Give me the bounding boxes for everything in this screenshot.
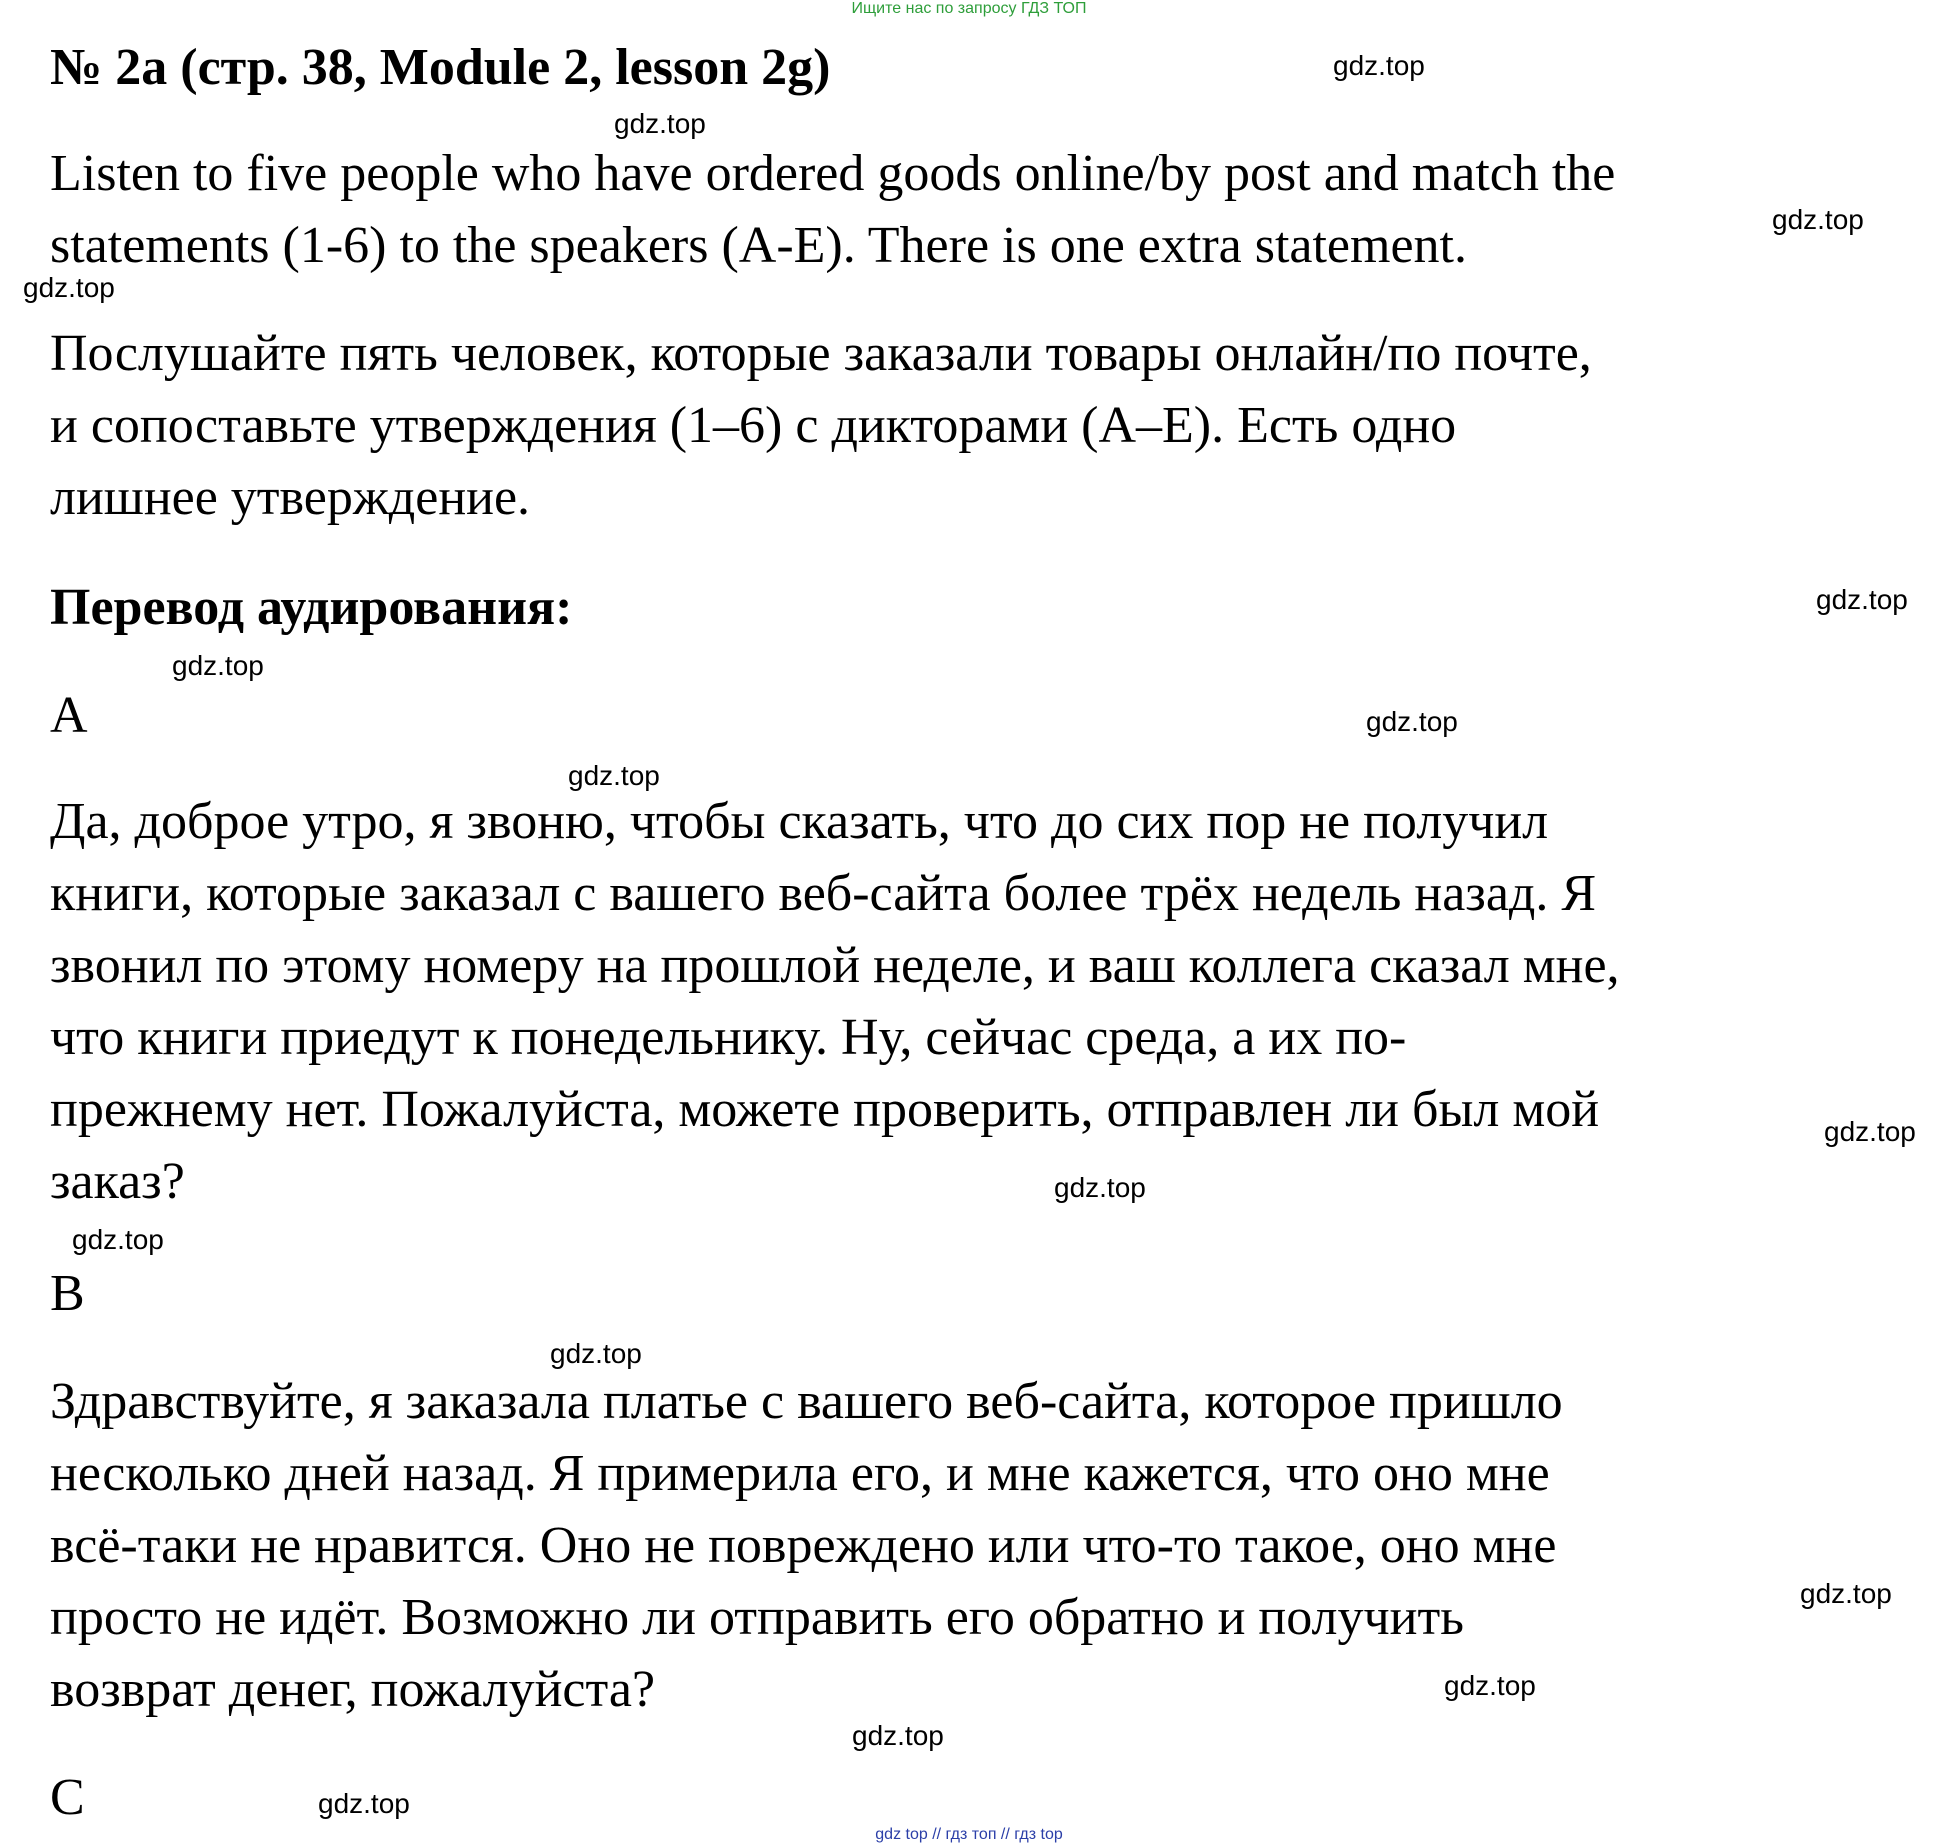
page-title: № 2a (стр. 38, Module 2, lesson 2g) [50, 39, 831, 96]
speaker-a-line: что книги приедут к понедельнику. Ну, сейчас среда, а их по- [50, 1009, 1407, 1066]
footer-watermark: gdz top // гдз топ // гдз top [875, 1826, 1063, 1843]
watermark: gdz.top [318, 1788, 410, 1819]
watermark: gdz.top [23, 272, 115, 303]
speaker-letter-b: В [50, 1265, 85, 1322]
watermark: gdz.top [1824, 1116, 1916, 1147]
watermark: gdz.top [550, 1338, 642, 1369]
watermark: gdz.top [72, 1224, 164, 1255]
watermark: gdz.top [1772, 204, 1864, 235]
watermark: gdz.top [1333, 50, 1425, 81]
speaker-a-line: Да, доброе утро, я звоню, чтобы сказать, что до сих пор не получил [50, 793, 1549, 850]
speaker-letter-c: С [50, 1769, 85, 1826]
speaker-a-line: заказ? [50, 1153, 185, 1210]
speaker-b-line: Здравствуйте, я заказала платье с вашего веб-сайта, которое пришло [50, 1373, 1563, 1430]
watermark: gdz.top [1444, 1670, 1536, 1701]
speaker-b-text [50, 1366, 1563, 1726]
speaker-letter-a: А [50, 687, 88, 744]
speaker-a-text [50, 786, 1620, 1218]
task-russian-line: лишнее утверждение. [50, 469, 531, 526]
speaker-b-line: несколько дней назад. Я примерила его, и мне кажется, что оно мне [50, 1445, 1550, 1502]
watermark: gdz.top [852, 1720, 944, 1751]
watermark: gdz.top [568, 760, 660, 791]
speaker-b-line: просто не идёт. Возможно ли отправить его обратно и получить [50, 1589, 1464, 1646]
speaker-a-line: прежнему нет. Пожалуйста, можете проверить, отправлен ли был мой [50, 1081, 1600, 1138]
watermark: gdz.top [1054, 1172, 1146, 1203]
watermark: gdz.top [1366, 706, 1458, 737]
task-russian-line: Послушайте пять человек, которые заказали товары онлайн/по почте, [50, 325, 1592, 382]
speaker-a-line: звонил по этому номеру на прошлой неделе, и ваш коллега сказал мне, [50, 937, 1620, 994]
speaker-b-line: возврат денег, пожалуйста? [50, 1661, 656, 1718]
task-russian-line: и сопоставьте утверждения (1–6) с дикторами (А–Е). Есть одно [50, 397, 1457, 454]
translation-heading: Перевод аудирования: [50, 579, 573, 636]
watermark: gdz.top [614, 108, 706, 139]
watermark: gdz.top [1800, 1578, 1892, 1609]
task-english-line: statements (1-6) to the speakers (A-E). There is one extra statement. [50, 217, 1467, 274]
speaker-b-line: всё-таки не нравится. Оно не повреждено или что-то такое, оно мне [50, 1517, 1557, 1574]
task-english-line: Listen to five people who have ordered goods online/by post and match the [50, 145, 1616, 202]
speaker-a-line: книги, которые заказал с вашего веб-сайта более трёх недель назад. Я [50, 865, 1597, 922]
task-english [50, 138, 1615, 282]
task-russian [50, 318, 1592, 534]
watermark: gdz.top [172, 650, 264, 681]
top-banner: Ищите нас по запросу ГДЗ ТОП [851, 0, 1087, 17]
watermark: gdz.top [1816, 584, 1908, 615]
